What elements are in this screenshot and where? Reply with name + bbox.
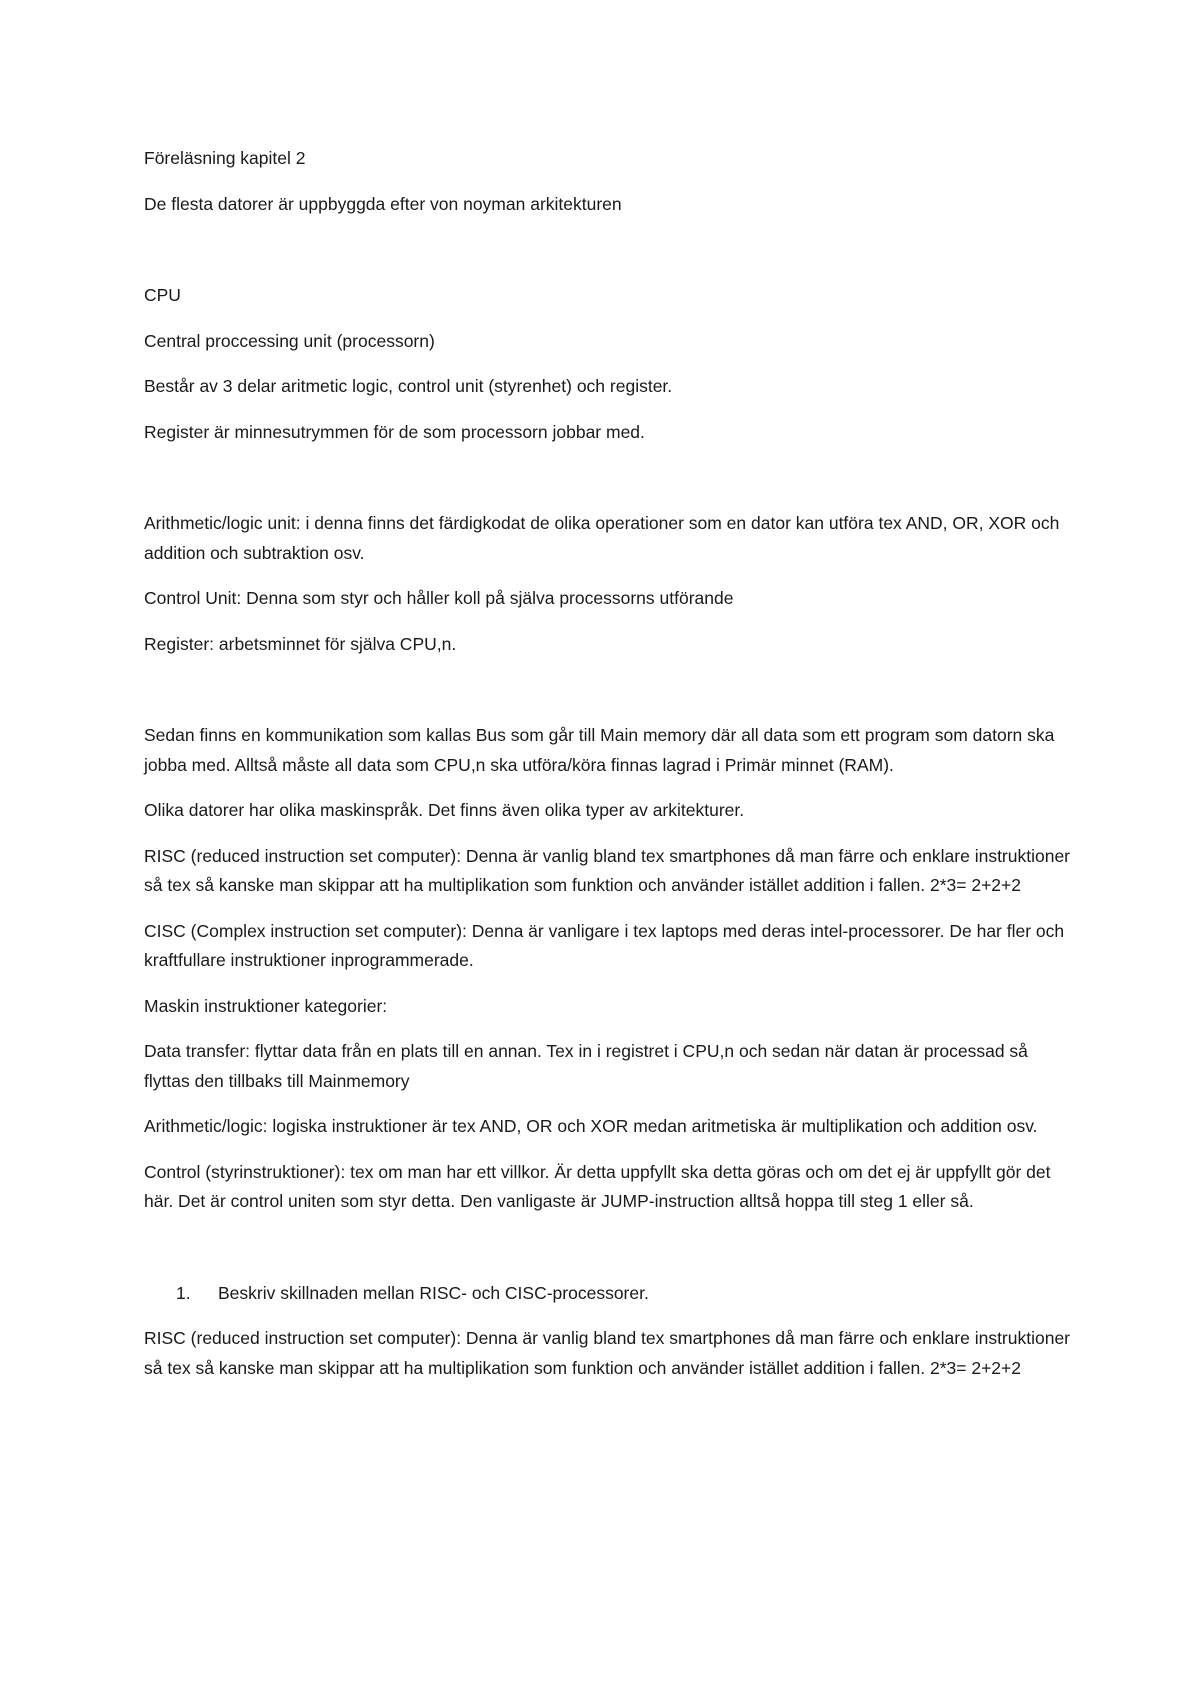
categories-heading: Maskin instruktioner kategorier:	[144, 995, 388, 1016]
cpu-parts-paragraph: Består av 3 delar aritmetic logic, control unit (styrenhet) och register.	[144, 376, 673, 396]
data-transfer-paragraph: Data transfer: flyttar data från en plats till en annan. Tex in i registret i CPU,n och sedan när datan är processad så flyttas den tillbaks till Mainmemory	[144, 1041, 1028, 1091]
control-paragraph: Control (styrinstruktioner): tex om man har ett villkor. Är detta uppfyllt ska detta göras och om det ej är uppfyllt gör det här. Det är control uniten som styr detta. Den vanligaste är JUMP-instruction alltså hoppa till steg 1 eller så.	[144, 1161, 1051, 1211]
question-list-item	[144, 1279, 1074, 1309]
alu-paragraph: Arithmetic/logic unit: i denna finns det färdigkodat de olika operationer som en dator kan utföra tex AND, OR, XOR och addition och subtraktion osv.	[144, 513, 1060, 563]
cpu-heading: CPU	[144, 285, 181, 305]
blank-line	[144, 675, 1074, 721]
question-number: 1.	[176, 1282, 191, 1303]
risc-paragraph: RISC (reduced instruction set computer): Denna är vanlig bland tex smartphones då man färre och enklare instruktioner så tex så kanske man skippar att ha multiplikation som funktion och använder istället addition i fallen. 2*3= 2+2+2	[144, 845, 1071, 895]
blank-line	[144, 1233, 1074, 1279]
document-body	[144, 144, 1074, 1399]
register-paragraph: Register: arbetsminnet för själva CPU,n.	[144, 633, 457, 654]
cisc-paragraph: CISC (Complex instruction set computer): Denna är vanligare i tex laptops med deras intel-processorer. De har fler och kraftfullare instruktioner inprogrammerade.	[144, 920, 1065, 970]
blank-line	[144, 235, 1074, 281]
intro-paragraph: De flesta datorer är uppbyggda efter von noyman arkitekturen	[144, 193, 622, 214]
blank-line	[144, 463, 1074, 509]
arithmetic-logic-paragraph: Arithmetic/logic: logiska instruktioner är tex AND, OR och XOR medan aritmetiska är multiplikation och addition osv.	[144, 1116, 1038, 1136]
answer-paragraph: RISC (reduced instruction set computer): Denna är vanlig bland tex smartphones då man färre och enklare instruktioner så tex så kanske man skippar att ha multiplikation som funktion och använder istället addition i fallen. 2*3= 2+2+2	[144, 1328, 1071, 1378]
document-title: Föreläsning kapitel 2	[144, 148, 306, 168]
control-unit-paragraph: Control Unit: Denna som styr och håller koll på själva processorns utförande	[144, 588, 734, 608]
machine-language-paragraph: Olika datorer har olika maskinspråk. Det finns även olika typer av arkitekturer.	[144, 800, 745, 820]
bus-paragraph: Sedan finns en kommunikation som kallas Bus som går till Main memory där all data som ett program som datorn ska jobba med. Alltså måste all data som CPU,n ska utföra/köra finnas lagrad i Primär minnet (RAM).	[144, 725, 1055, 775]
question-text: Beskriv skillnaden mellan RISC- och CISC-processorer.	[218, 1282, 649, 1303]
cpu-full-name: Central proccessing unit (processorn)	[144, 330, 435, 351]
register-definition: Register är minnesutrymmen för de som processorn jobbar med.	[144, 421, 645, 442]
